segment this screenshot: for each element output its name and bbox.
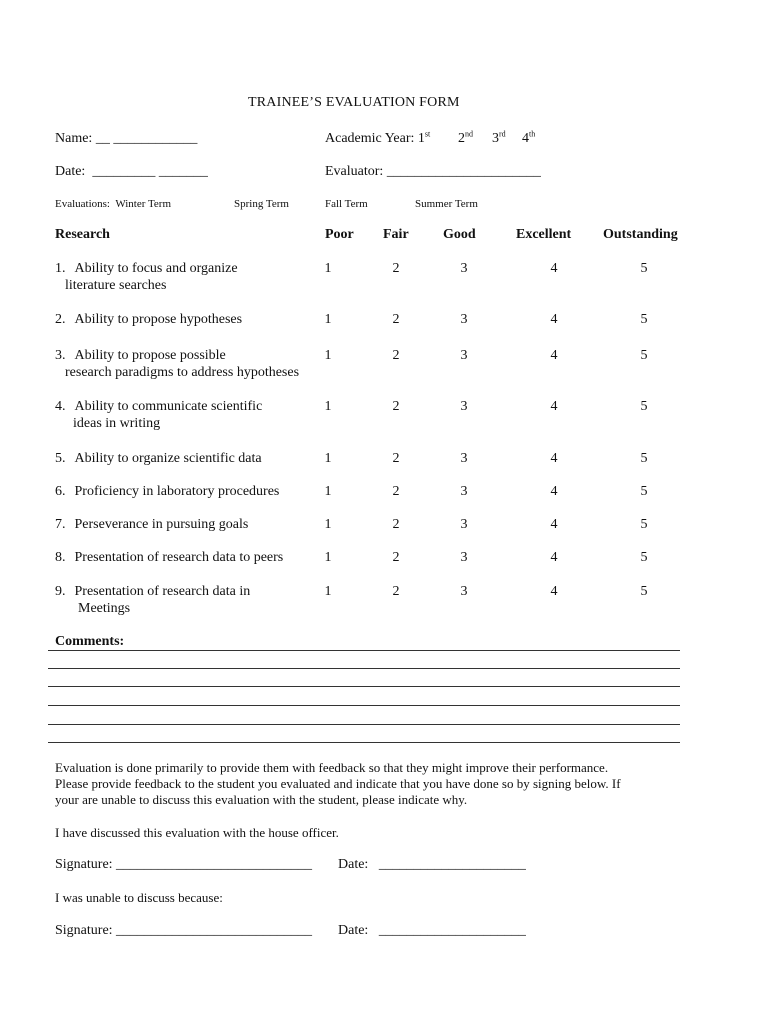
signature-label: Signature: bbox=[55, 857, 113, 872]
criterion-number: 6. bbox=[55, 484, 66, 499]
criterion-label bbox=[55, 516, 248, 533]
year-suffix: rd bbox=[499, 129, 506, 139]
name-label: Name: bbox=[55, 131, 93, 146]
rating-option-good[interactable]: 3 bbox=[460, 584, 468, 599]
evaluator-blank[interactable]: ______________________ bbox=[386, 164, 541, 179]
column-good: Good bbox=[443, 227, 476, 242]
comment-line[interactable] bbox=[48, 705, 680, 706]
rating-option-fair[interactable]: 2 bbox=[392, 261, 400, 276]
comment-line[interactable] bbox=[48, 742, 680, 743]
criterion-number: 7. bbox=[55, 517, 66, 532]
rating-option-good[interactable]: 3 bbox=[460, 348, 468, 363]
unable-statement: I was unable to discuss because: bbox=[55, 890, 223, 905]
evaluations-row bbox=[55, 196, 171, 213]
rating-option-fair[interactable]: 2 bbox=[392, 550, 400, 565]
signature-label: Signature: bbox=[55, 923, 113, 938]
rating-option-poor[interactable]: 1 bbox=[324, 517, 332, 532]
criterion-number: 4. bbox=[55, 399, 66, 414]
rating-option-good[interactable]: 3 bbox=[460, 399, 468, 414]
year-suffix: nd bbox=[465, 129, 473, 139]
rating-option-poor[interactable]: 1 bbox=[324, 348, 332, 363]
date-blank[interactable]: _____________________ bbox=[378, 923, 526, 938]
rating-option-outstanding[interactable]: 5 bbox=[640, 348, 648, 363]
signature-date-field-1 bbox=[338, 856, 526, 873]
instructions-line-3: your are unable to discuss this evaluation with the student, please indicate why. bbox=[55, 792, 468, 807]
year-option-4[interactable] bbox=[522, 130, 535, 147]
signature-field-2 bbox=[55, 922, 312, 939]
rating-option-excellent[interactable]: 4 bbox=[550, 451, 558, 466]
rating-option-good[interactable]: 3 bbox=[460, 312, 468, 327]
rating-option-poor[interactable]: 1 bbox=[324, 484, 332, 499]
rating-option-good[interactable]: 3 bbox=[460, 550, 468, 565]
rating-option-outstanding[interactable]: 5 bbox=[640, 312, 648, 327]
rating-option-fair[interactable]: 2 bbox=[392, 584, 400, 599]
year-suffix: st bbox=[424, 129, 431, 139]
column-poor: Poor bbox=[325, 227, 354, 242]
criterion-label bbox=[55, 311, 242, 328]
rating-option-outstanding[interactable]: 5 bbox=[640, 584, 648, 599]
criterion-text: Presentation of research data in bbox=[74, 584, 251, 599]
rating-option-excellent[interactable]: 4 bbox=[550, 484, 558, 499]
rating-option-excellent[interactable]: 4 bbox=[550, 584, 558, 599]
year-option-3[interactable] bbox=[492, 130, 506, 147]
criterion-text: Proficiency in laboratory procedures bbox=[74, 484, 280, 499]
rating-option-outstanding[interactable]: 5 bbox=[640, 261, 648, 276]
column-excellent: Excellent bbox=[516, 227, 572, 242]
instructions-line-1: Evaluation is done primarily to provide them with feedback so that they might improve their performance. bbox=[55, 760, 609, 775]
date-label: Date: bbox=[338, 857, 369, 872]
name-blank[interactable]: __ ____________ bbox=[95, 131, 198, 146]
rating-option-fair[interactable]: 2 bbox=[392, 399, 400, 414]
rating-option-good[interactable]: 3 bbox=[460, 261, 468, 276]
criterion-number: 8. bbox=[55, 550, 66, 565]
evaluator-field bbox=[325, 163, 541, 180]
rating-option-outstanding[interactable]: 5 bbox=[640, 451, 648, 466]
rating-option-fair[interactable]: 2 bbox=[392, 451, 400, 466]
criterion-text: Ability to propose possible bbox=[74, 348, 226, 363]
rating-option-excellent[interactable]: 4 bbox=[550, 261, 558, 276]
year-number: 1 bbox=[417, 131, 425, 146]
rating-option-excellent[interactable]: 4 bbox=[550, 399, 558, 414]
year-number: 3 bbox=[492, 131, 499, 146]
criterion-text: Ability to organize scientific data bbox=[74, 451, 262, 466]
rating-option-fair[interactable]: 2 bbox=[392, 312, 400, 327]
date-label: Date: bbox=[338, 923, 369, 938]
criterion-text-continued: research paradigms to address hypotheses bbox=[65, 365, 300, 380]
year-number: 2 bbox=[458, 131, 465, 146]
discussed-statement: I have discussed this evaluation with the house officer. bbox=[55, 825, 339, 840]
criterion-number: 3. bbox=[55, 348, 66, 363]
name-field bbox=[55, 130, 197, 147]
criterion-text-continued: literature searches bbox=[65, 278, 167, 293]
column-fair: Fair bbox=[383, 227, 409, 242]
form-title: TRAINEE’S EVALUATION FORM bbox=[248, 95, 460, 110]
criterion-text: Ability to communicate scientific bbox=[74, 399, 263, 414]
instructions-line-2: Please provide feedback to the student you evaluated and indicate that you have done so by signing below. If bbox=[55, 776, 621, 791]
rating-option-poor[interactable]: 1 bbox=[324, 584, 332, 599]
criterion-text: Presentation of research data to peers bbox=[74, 550, 284, 565]
criterion-number: 5. bbox=[55, 451, 66, 466]
comment-line[interactable] bbox=[48, 686, 680, 687]
evaluator-label: Evaluator: bbox=[325, 164, 384, 179]
comment-line[interactable] bbox=[48, 724, 680, 725]
rating-option-poor[interactable]: 1 bbox=[324, 312, 332, 327]
rating-option-poor[interactable]: 1 bbox=[324, 261, 332, 276]
term-winter[interactable]: Winter Term bbox=[115, 198, 172, 210]
term-fall[interactable]: Fall Term bbox=[325, 198, 368, 210]
year-number: 4 bbox=[522, 131, 529, 146]
signature-field-1 bbox=[55, 856, 312, 873]
year-suffix: th bbox=[529, 129, 536, 139]
comments-label: Comments: bbox=[55, 634, 125, 649]
date-blank[interactable]: _________ _______ bbox=[92, 164, 208, 179]
signature-blank[interactable]: ____________________________ bbox=[116, 857, 313, 872]
signature-blank[interactable]: ____________________________ bbox=[116, 923, 313, 938]
criterion-label bbox=[55, 398, 262, 415]
rating-option-outstanding[interactable]: 5 bbox=[640, 517, 648, 532]
rating-option-fair[interactable]: 2 bbox=[392, 348, 400, 363]
comment-line[interactable] bbox=[48, 650, 680, 651]
rating-option-excellent[interactable]: 4 bbox=[550, 517, 558, 532]
year-option-1[interactable] bbox=[418, 131, 430, 146]
rating-option-good[interactable]: 3 bbox=[460, 517, 468, 532]
column-outstanding: Outstanding bbox=[603, 227, 678, 242]
criterion-number: 1. bbox=[55, 261, 66, 276]
rating-option-fair[interactable]: 2 bbox=[392, 484, 400, 499]
rating-option-outstanding[interactable]: 5 bbox=[640, 484, 648, 499]
term-spring[interactable]: Spring Term bbox=[234, 198, 289, 210]
rating-option-outstanding[interactable]: 5 bbox=[640, 399, 648, 414]
criterion-text: Ability to focus and organize bbox=[74, 261, 238, 276]
academic-year-field bbox=[325, 130, 430, 147]
term-summer[interactable]: Summer Term bbox=[415, 198, 478, 210]
rating-option-excellent[interactable]: 4 bbox=[550, 312, 558, 327]
year-option-2[interactable] bbox=[458, 130, 473, 147]
date-blank[interactable]: _____________________ bbox=[378, 857, 526, 872]
comment-line[interactable] bbox=[48, 668, 680, 669]
rating-option-excellent[interactable]: 4 bbox=[550, 550, 558, 565]
criterion-label bbox=[55, 260, 238, 277]
criterion-text: Ability to propose hypotheses bbox=[74, 312, 243, 327]
criterion-text-continued: ideas in writing bbox=[73, 416, 161, 431]
signature-date-field-2 bbox=[338, 922, 526, 939]
evaluations-label: Evaluations: bbox=[55, 198, 110, 210]
criterion-text: Perseverance in pursuing goals bbox=[74, 517, 249, 532]
date-label: Date: bbox=[55, 164, 86, 179]
criterion-label bbox=[55, 483, 279, 500]
rating-option-poor[interactable]: 1 bbox=[324, 550, 332, 565]
rating-option-excellent[interactable]: 4 bbox=[550, 348, 558, 363]
criterion-label bbox=[55, 583, 250, 600]
criterion-text-continued: Meetings bbox=[78, 601, 131, 616]
rating-option-outstanding[interactable]: 5 bbox=[640, 550, 648, 565]
rating-option-good[interactable]: 3 bbox=[460, 451, 468, 466]
criterion-label bbox=[55, 347, 226, 364]
section-header-research: Research bbox=[55, 227, 110, 242]
rating-option-poor[interactable]: 1 bbox=[324, 399, 332, 414]
rating-option-poor[interactable]: 1 bbox=[324, 451, 332, 466]
criterion-label bbox=[55, 549, 283, 566]
criterion-label bbox=[55, 450, 262, 467]
criterion-number: 9. bbox=[55, 584, 66, 599]
rating-option-fair[interactable]: 2 bbox=[392, 517, 400, 532]
date-field bbox=[55, 163, 208, 180]
rating-option-good[interactable]: 3 bbox=[460, 484, 468, 499]
academic-year-label: Academic Year: bbox=[325, 131, 415, 146]
criterion-number: 2. bbox=[55, 312, 66, 327]
